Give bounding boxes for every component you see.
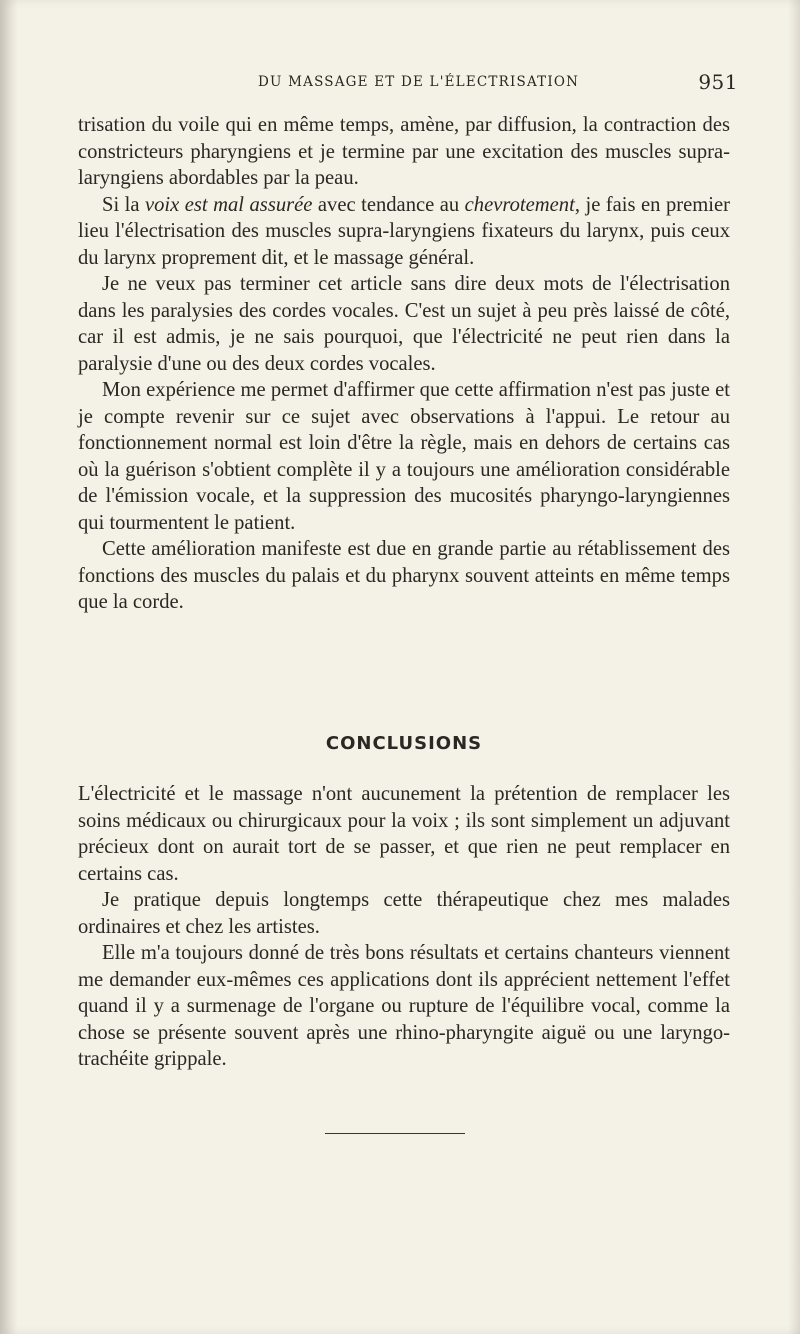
italic-term: chevrotement <box>464 193 575 216</box>
italic-term: voix est mal assurée <box>145 193 313 216</box>
body-text <box>78 112 730 616</box>
running-title: DU MASSAGE ET DE L'ÉLECTRISATION <box>258 74 580 90</box>
page-edge-shadow <box>788 0 800 1334</box>
page-number: 951 <box>698 70 738 94</box>
text-run: , je fais en premier lieu l'électrisation des muscles supra-laryngiens fixateurs du larynx, puis ceux du larynx proprement dit, et le massage général. <box>78 193 730 269</box>
conclusion-paragraph: Elle m'a toujours donné de très bons résultats et certains chanteurs viennent me demander eux-mêmes ces applications dont ils apprécient nettement l'effet quand il y a surmenage de l'organe ou rupture de l'équilibre vocal, comme la chose se présente souvent après une rhino-pharyngite aiguë ou une laryngo-trachéite grippale. <box>78 942 730 1070</box>
conclusions-text <box>78 781 730 1073</box>
paragraph-voix <box>78 192 730 272</box>
text-run: Si la <box>102 193 145 216</box>
paragraph-amelioration: Cette amélioration manifeste est due en grande partie au rétablissement des fonctions des muscles du palais et du pharynx souvent atteints en même temps que la corde. <box>78 538 730 613</box>
paragraph-experience: Mon expérience me permet d'affirmer que cette affirmation n'est pas juste et je compte revenir sur ce sujet avec observations à l'appui. Le retour au fonctionnement normal est loin d'être la règle, mais en dehors de certains cas où la guérison s'obtient complète il y a toujours une amélioration considérable de l'émission vocale, et la suppression des mucosités pharyngo-laryngiennes qui tourmentent le patient. <box>78 379 730 534</box>
paragraph-continuation: trisation du voile qui en même temps, amène, par diffusion, la contraction des constricteurs pharyngiens et je termine par une excitation des muscles supra-laryngiens abordables par la peau. <box>78 114 730 189</box>
end-rule <box>325 1133 465 1134</box>
conclusion-paragraph: Je pratique depuis longtemps cette thérapeutique chez mes malades ordinaires et chez les artistes. <box>78 889 730 938</box>
spine-shadow <box>0 0 18 1334</box>
section-heading: CONCLUSIONS <box>325 733 483 754</box>
running-header <box>78 70 738 96</box>
paragraph-paralysies: Je ne veux pas terminer cet article sans dire deux mots de l'électrisation dans les paralysies des cordes vocales. C'est un sujet à peu près laissé de côté, car il est admis, je ne sais pourquoi, que l'électricité ne peut rien dans la paralysie d'une ou des deux cordes vocales. <box>78 273 730 375</box>
conclusion-paragraph: L'électricité et le massage n'ont aucunement la prétention de remplacer les soins médicaux ou chirurgicaux pour la voix ; ils sont simplement un adjuvant précieux dont on aurait tort de se passer, et que rien ne peut remplacer en certains cas. <box>78 783 730 885</box>
text-run: avec tendance au <box>312 193 465 216</box>
